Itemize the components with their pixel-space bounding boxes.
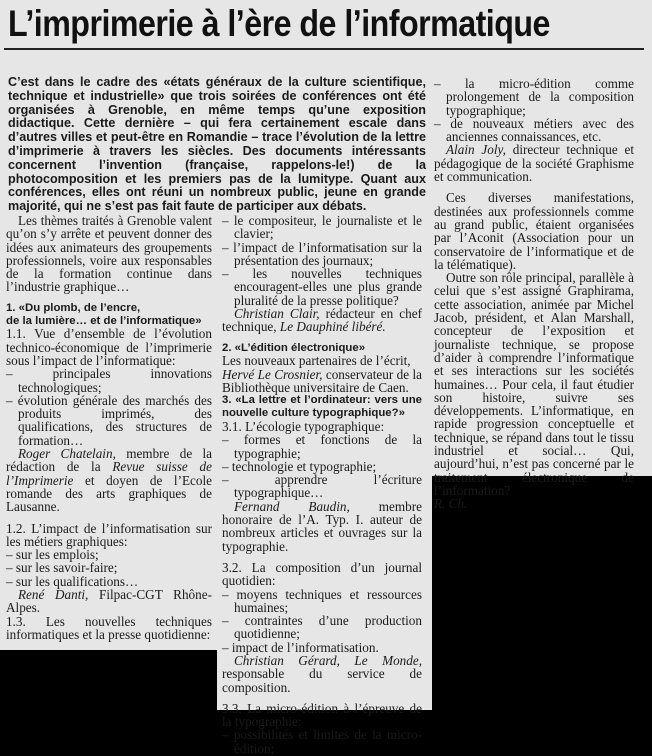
list-item: – la micro-édition comme prolongement de la composition typographique; (434, 76, 634, 118)
newspaper-name: Le Dauphiné libéré. (279, 319, 386, 335)
list-item: – impact de l’informatisation. (222, 639, 379, 655)
section-2-text: Les nouveaux partenaires de l’écrit, (222, 353, 411, 369)
list-item: – sur les savoir-faire; (6, 560, 118, 576)
title-rule (4, 48, 644, 50)
speaker-role: rédacteur en chef technique, (222, 306, 422, 335)
subsection-3-2: 3.2. La composition d’un journal quotidien: (222, 559, 422, 589)
subsection-1-1: 1.1. Vue d’ensemble de l’évolution technico-économique de l’imprimerie sous l’impact de l’informatique: (6, 326, 212, 368)
speaker-name: René Danti, (18, 587, 89, 603)
column-1 (6, 214, 212, 641)
lead-paragraph (8, 76, 426, 214)
intro-paragraph: Les thèmes traités à Grenoble valent qu’on s’y arrête et peuvent donner des idées aux animateurs des groupements professionnels, voire aux responsables de la formation continue dans l’industrie graphique… (6, 213, 212, 295)
speaker-role: membre honoraire de l’A. Typ. I. auteur de nombreux articles et ouvrages sur la typographie. (222, 498, 422, 554)
speaker-name: Hervé Le Crosnier, (222, 366, 323, 382)
section-3-heading: 3. «La lettre et l’ordinateur: vers une nouvelle culture typographique?» (222, 394, 422, 420)
list-item: – technologie et typographie; (222, 458, 377, 474)
section-1-heading-b: de la lumière… et de l’informatique» (6, 314, 202, 327)
speaker-credit (222, 307, 422, 334)
speaker-credit (6, 588, 212, 615)
speaker-role: Filpac-CGT Rhône-Alpes. (6, 587, 212, 616)
subsection-3-3: 3.3. La micro-édition à l’épreuve de la typographie: (222, 700, 422, 730)
subsection-1-2: 1.2. L’impact de l’informatisation sur les métiers graphiques: (6, 520, 212, 549)
speaker-name: Christian Gérard, Le Monde, (234, 653, 422, 668)
speaker-credit (222, 368, 422, 395)
column-3 (434, 77, 634, 511)
list-item: – moyens techniques et ressources humaines; (222, 586, 422, 615)
list-item: – le compositeur, le journaliste et le clavier; (222, 213, 422, 242)
list-item: – sur les emplois; (6, 547, 99, 563)
speaker-role: directeur technique et pédagogique de la société Graphisme et communication. (434, 142, 634, 185)
speaker-credit (6, 447, 212, 513)
speaker-credit (434, 143, 634, 183)
speaker-role: responsable du service de composition. (222, 666, 422, 695)
speaker-name: Roger Chatelain, (18, 446, 116, 462)
body-paragraph: Ces diverses manifestations, destinées aux professionnels comme au grand public, étaient organisées par l’Aconit (Association pour un conservatoire de l’informatique et de la télématique). (434, 190, 634, 272)
journal-name: Revue suisse de l’Imprimerie (6, 459, 212, 488)
subsection-1-3: 1.3. Les nouvelles techniques informatiques et la presse quotidienne: (6, 613, 212, 642)
author-signature: R. Ch. (434, 496, 468, 512)
section-2-heading: 2. «L’édition électronique» (222, 341, 366, 354)
speaker-role: conservateur de la Bibliothèque universitaire de Caen. (222, 366, 422, 396)
speaker-name: Christian Clair, (234, 306, 320, 322)
list-item: – contraintes d’une production quotidienne; (222, 613, 422, 642)
list-item: – les nouvelles techniques encouragent-elles une plus grande pluralité de la presse politique? (222, 266, 422, 308)
article-title: L’imprimerie à l’ère de l’informatique (8, 3, 550, 44)
speaker-credit (222, 654, 422, 694)
subsection-3-1: 3.1. L’écologie typographique: (222, 418, 385, 434)
list-item: – évolution générale des marchés des produits imprimés, des qualifications, des structures de formation… (6, 392, 212, 448)
section-1-heading-a: 1. «Du plomb, de l’encre, (6, 301, 141, 314)
speaker-role: membre de la rédaction de la (6, 446, 213, 475)
list-item: – formes et fonctions de la typographie; (222, 432, 422, 461)
list-item: – apprendre l’écriture typographique… (222, 472, 422, 501)
list-item: – principales innovations technologiques; (6, 366, 212, 395)
speaker-role: et doyen de l’Ecole romande des arts graphiques de Lausanne. (6, 472, 212, 515)
speaker-credit (222, 500, 422, 553)
list-item: – l’impact de l’informatisation sur la présentation des journaux; (222, 239, 422, 268)
list-item: – sur les qualifications… (6, 573, 139, 589)
speaker-name: Fernand Baudin, (234, 498, 350, 514)
lead-text: C’est dans le cadre des «états généraux de la culture scientifique, technique et industrielle» que trois soirées de conférences ont été organisées à Grenoble, en même temps qu’une exposition didactique. Cette dernière – qui fera certainement escale dans d’autres villes et peut-être en Romandie – trace l’évolution de la lettre d’imprimerie à travers les siècles. Des documents intéressants concernent l’invention (française, rappelons-le!) de la photocomposition et les premiers pas de la lumitype. Quant aux conférences, elles ont réuni un nombreux public, jeune en grande majorité, qui ne s’est pas fait faute de participer aux débats. (8, 75, 426, 214)
column-2 (222, 214, 422, 755)
list-item: – possibilités et limites de la micro-édition; (222, 727, 422, 756)
speaker-name: Alain Joly, (446, 142, 506, 158)
list-item: – de nouveaux métiers avec des anciennes connaissances, etc. (434, 115, 634, 145)
body-paragraph: Outre son rôle principal, parallèle à celui que s’est assigné Graphirama, cette association, animée par Michel Jacob, président, et Alan Marshall, concepteur de l’exposition et journaliste technique, se propose d’aider à comprendre l’informatique et ses interactions sur les sociétés humaines… Pour cela, il faut étudier son histoire, suivre ses développements. L’informatique, en rapide progression conceptuelle et technique, se répand dans tout le tissu industriel et social… Qui, aujourd’hui, n’est pas concerné par le traitement électronique de l’information? (434, 270, 634, 498)
